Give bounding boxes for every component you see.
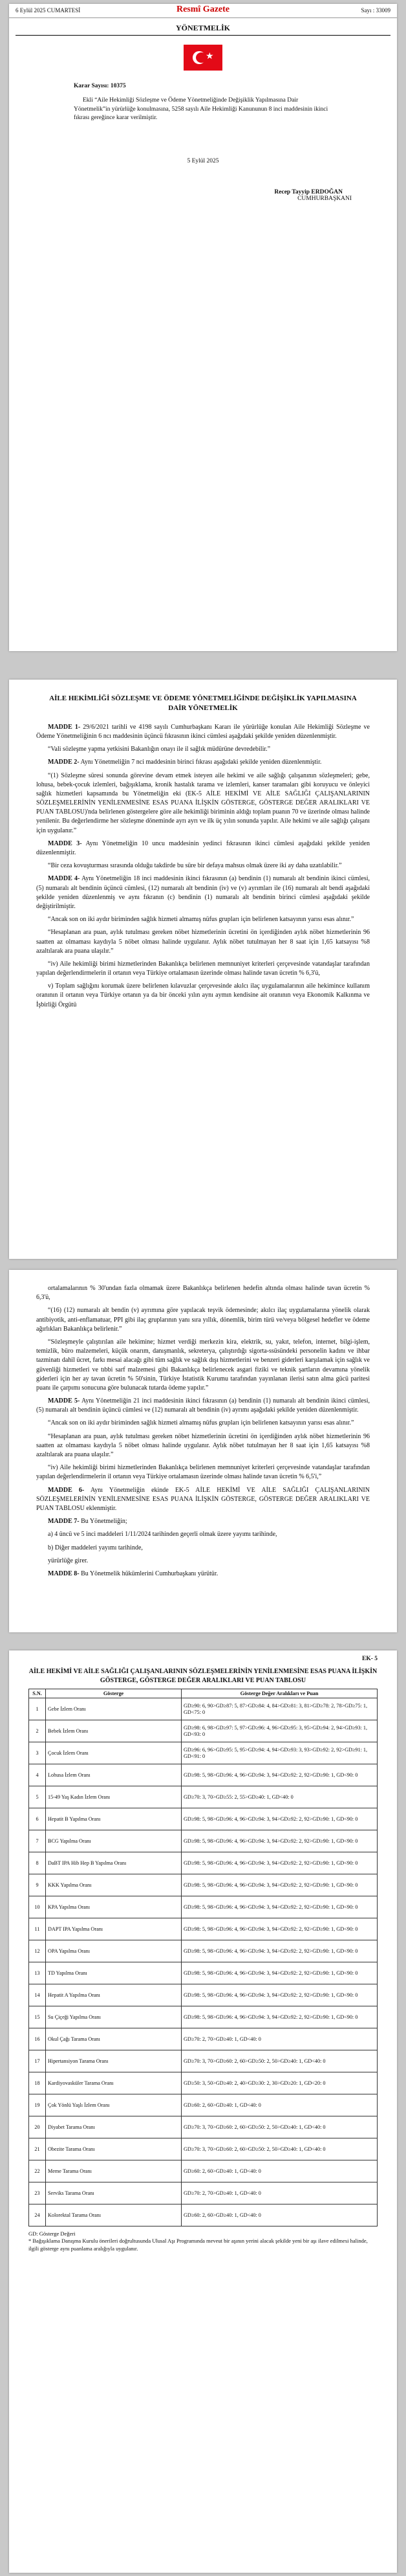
table-notes — [28, 2230, 378, 2252]
page-2 — [9, 680, 397, 1259]
decision-date: 5 Eylül 2025 — [187, 158, 219, 165]
indicator-scale: GD≥98: 5, 98>GD≥96: 4, 96>GD≥94: 3, 94>GD≥92: 2, 92>GD≥90: 1, GD<90: 0 — [182, 1808, 378, 1830]
paragraph-text: Aynı Yönetmeliğin 18 inci maddesinin ikinci fıkrasının (a) bendinin (1) numaralı alt bendinin ikinci cümlesi, (5) numaralı alt bendinin üçüncü cümlesi, (12) numaralı alt bendinin (iv) ve (v) ayrımları ile (16) numaralı alt bendi aşağıdaki şekilde yeniden düzenlenmiş ve aynı fıkranın (c) bendinin (1) numaralı alt bendinin birinci cümlesi aşağıdaki şekilde değiştirilmiştir. — [36, 875, 370, 910]
row-number: 5 — [29, 1786, 46, 1808]
row-number: 10 — [29, 1896, 46, 1918]
indicator-scale: GD≥70: 3, 70>GD≥55: 2, 55>GD≥40: 1, GD<40: 0 — [182, 1786, 378, 1808]
paragraph — [36, 1419, 370, 1428]
table-row — [29, 1720, 378, 1742]
paragraph-text: v) Toplam sağlığını korumak üzere belirlenen kılavuzlar çerçevesinde akılcı ilaç uygulamalarının aile hekimince kullanım oranının il ortanın veya Türkiye ortanın ya da bir önceki yılın aynı aymın kendisine ait oranının veya Ekonomik Kalkınma ve İşbirliği Örgütü — [36, 983, 370, 1008]
paragraph — [36, 1486, 370, 1514]
paragraph — [36, 915, 370, 924]
row-number: 8 — [29, 1852, 46, 1874]
paragraph — [36, 1530, 370, 1539]
indicator-scale: GD≥98: 5, 98>GD≥96: 4, 96>GD≥94: 3, 94>GD≥92: 2, 92>GD≥90: 1, GD<90: 0 — [182, 1896, 378, 1918]
table-row — [29, 2028, 378, 2050]
row-number: 23 — [29, 2182, 46, 2204]
indicator-scale: GD≥98: 5, 98>GD≥96: 4, 96>GD≥94: 3, 94>GD≥92: 2, 92>GD≥90: 1, GD<90: 0 — [182, 2006, 378, 2028]
indicator-scale: GD≥98: 5, 98>GD≥96: 4, 96>GD≥94: 3, 94>GD≥92: 2, 92>GD≥90: 1, GD<90: 0 — [182, 1852, 378, 1874]
paragraph-text: Bu Yönetmelik hükümlerini Cumhurbaşkanı yürütür. — [79, 1570, 219, 1577]
indicator-name: KKK Yapılma Oranı — [46, 1874, 182, 1896]
col-header: S.N. — [29, 1689, 46, 1698]
gazette-header — [9, 4, 397, 18]
indicator-scale: GD≥60: 2, 60>GD≥40: 1, GD<40: 0 — [182, 2204, 378, 2226]
table-row — [29, 1786, 378, 1808]
table-row — [29, 2072, 378, 2094]
indicator-scale: GD≥98: 5, 98>GD≥96: 4, 96>GD≥94: 3, 94>GD≥92: 2, 92>GD≥90: 1, GD<90: 0 — [182, 1830, 378, 1852]
article-number: MADDE 4- — [48, 875, 80, 883]
col-header: Gösterge — [46, 1689, 182, 1698]
indicator-scale: GD≥70: 3, 70>GD≥60: 2, 60>GD≥50: 2, 50>GD≥40: 1, GD<40: 0 — [182, 2050, 378, 2072]
paragraph — [36, 1570, 370, 1579]
indicator-name: Serviks Tarama Oranı — [46, 2182, 182, 2204]
indicator-scale: GD≥98: 6, 98>GD≥97: 5, 97>GD≥96: 4, 96>GD≥95: 3, 95>GD≥94: 2, 94>GD≥93: 1, GD<93: 0 — [182, 1720, 378, 1742]
indicator-scale: GD≥60: 2, 60>GD≥40: 1, GD<40: 0 — [182, 2094, 378, 2116]
indicator-name: Çocuk İzlem Oranı — [46, 1742, 182, 1764]
signer-title: CUMHURBAŞKANI — [297, 195, 352, 203]
table-row — [29, 1874, 378, 1896]
article-number: MADDE 7- — [48, 1518, 80, 1526]
indicator-scale: GD≥50: 3, 50>GD≥40: 2, 40>GD≥30: 2, 30>GD≥20: 1, GD<20: 0 — [182, 2072, 378, 2094]
indicator-scale: GD≥98: 5, 98>GD≥96: 4, 96>GD≥94: 3, 94>GD≥92: 2, 92>GD≥90: 1, GD<90: 0 — [182, 1764, 378, 1786]
gazette-title: Resmî Gazete — [176, 5, 230, 14]
row-number: 11 — [29, 1918, 46, 1940]
indicator-name: Hepatit B Yapılma Oranı — [46, 1808, 182, 1830]
indicator-scale: GD≥70: 3, 70>GD≥60: 2, 60>GD≥50: 2, 50>GD≥40: 1, GD<40: 0 — [182, 2116, 378, 2138]
indicator-name: Kolorektal Tarama Oranı — [46, 2204, 182, 2226]
row-number: 12 — [29, 1940, 46, 1962]
paragraph-text: “(16) (12) numaralı alt bendin (v) ayrımına göre yapılacak teşvik ödemesinde; akılcı ilaç uygulamalarına yönelik olarak antibiyotik, anti-enflamatuar, PPI gibi ilaç gruplarının yanı sıra yıllık, dönemlik, birim türü ve/veya bölgesel hedefler ve ödeme ağırlıkları Bakanlıkça belirlenir.” — [36, 1307, 370, 1333]
table-row — [29, 1742, 378, 1764]
regulation-body-1 — [36, 723, 370, 1010]
row-number: 6 — [29, 1808, 46, 1830]
row-number: 17 — [29, 2050, 46, 2072]
table-row — [29, 2182, 378, 2204]
table-row — [29, 1830, 378, 1852]
article-number: MADDE 2- — [48, 759, 80, 766]
paragraph — [36, 928, 370, 956]
paragraph — [36, 1517, 370, 1526]
paragraph-text: ortalamalarının % 30'undan fazla olmamak üzere Bakanlıkça belirlenen hedefin altında olması halinde tavan ücretin % 6,3'ü, — [36, 1285, 370, 1302]
indicator-name: KPA Yapılma Oranı — [46, 1896, 182, 1918]
row-number: 9 — [29, 1874, 46, 1896]
table-row — [29, 1984, 378, 2006]
row-number: 14 — [29, 1984, 46, 2006]
row-number: 21 — [29, 2138, 46, 2160]
paragraph — [36, 1432, 370, 1460]
decision-text: Ekli “Aile Hekimliği Sözleşme ve Ödeme Yönetmeliğinde Değişiklik Yapılmasına Dair Yönetmelik”in yürürlüğe konulmasına, 5258 sayılı Aile Hekimliği Kanununun 8 inci maddesinin ikinci fıkrası gereğince karar verilmiştir. — [74, 96, 328, 122]
indicator-scale: GD≥98: 5, 98>GD≥96: 4, 96>GD≥94: 3, 94>GD≥92: 2, 92>GD≥90: 1, GD<90: 0 — [182, 1984, 378, 2006]
article-number: MADDE 1- — [48, 723, 81, 731]
indicator-name: Obezite Tarama Oranı — [46, 2138, 182, 2160]
col-header: Gösterge Değer Aralıkları ve Puan — [182, 1689, 378, 1698]
table-row — [29, 2006, 378, 2028]
indicator-name: Hipertansiyon Tarama Oranı — [46, 2050, 182, 2072]
paragraph-text: “iv) Aile hekimliği birimi hizmetlerinden Bakanlıkça belirlenen memnuniyet kriterleri çerçevesinde vatandaşlar tarafından yapılan değerlendirmelerin il ortanın veya Türkiye ortalamasın üzerinde olması halinde tavan ücretin % 6,5'i,” — [36, 1464, 370, 1481]
paragraph — [36, 1284, 370, 1302]
indicator-name: 15-49 Yaş Kadın İzlem Oranı — [46, 1786, 182, 1808]
row-number: 13 — [29, 1962, 46, 1984]
indicator-scale: GD≥98: 5, 98>GD≥96: 4, 96>GD≥94: 3, 94>GD≥92: 2, 92>GD≥90: 1, GD<90: 0 — [182, 1962, 378, 1984]
paragraph — [36, 758, 370, 767]
paragraph-text: Aynı Yönetmeliğin 21 inci maddesinin ikinci fıkrasının (a) bendinin (1) numaralı alt bendinin ikinci cümlesi, (5) numaralı alt bendinin üçüncü cümlesi ve (12) numaralı alt bendinin (iv) ayrımı aşağıdaki şekilde yeniden düzenlenmiştir. — [36, 1397, 370, 1414]
row-number: 7 — [29, 1830, 46, 1852]
indicator-name: Çok Yönlü Yaşlı İzlem Oranı — [46, 2094, 182, 2116]
paragraph — [36, 1544, 370, 1553]
table-row — [29, 1940, 378, 1962]
indicator-name: BCG Yapılma Oranı — [46, 1830, 182, 1852]
header-issue: Sayı : 33009 — [361, 7, 390, 14]
paragraph-text: 29/6/2021 tarihli ve 4198 sayılı Cumhurbaşkanı Kararı ile yürürlüğe konulan Aile Hekimliği Sözleşme ve Ödeme Yönetmeliğinin 6 ncı maddesinin üçüncü fıkrasının ikinci cümlesi aşağıdaki şekilde yeniden düzenlenmiştir. — [36, 723, 370, 740]
indicator-scale: GD≥98: 5, 98>GD≥96: 4, 96>GD≥94: 3, 94>GD≥92: 2, 92>GD≥90: 1, GD<90: 0 — [182, 1940, 378, 1962]
signer-name: Recep Tayyip ERDOĞAN — [274, 189, 343, 196]
table-row — [29, 1962, 378, 1984]
turkish-flag-icon: ★ — [184, 45, 222, 71]
row-number: 1 — [29, 1698, 46, 1720]
indicator-scale: GD≥70: 2, 70>GD≥40: 1, GD<40: 0 — [182, 2182, 378, 2204]
indicator-name: Gebe İzlem Oranı — [46, 1698, 182, 1720]
paragraph — [36, 1338, 370, 1393]
indicator-scale: GD≥98: 5, 98>GD≥96: 4, 96>GD≥94: 3, 94>GD≥92: 2, 92>GD≥90: 1, GD<90: 0 — [182, 1874, 378, 1896]
table-row — [29, 1698, 378, 1720]
row-number: 22 — [29, 2160, 46, 2182]
row-number: 2 — [29, 1720, 46, 1742]
page-3 — [9, 1270, 397, 1632]
paragraph — [36, 723, 370, 741]
row-number: 18 — [29, 2072, 46, 2094]
row-number: 3 — [29, 1742, 46, 1764]
paragraph-text: Aynı Yönetmeliğin 10 uncu maddesinin yedinci fıkrasının ikinci cümlesi aşağıdaki şekilde yeniden düzenlenmiştir. — [36, 839, 370, 857]
note-line: * Bağışıklama Danışma Kurulu önerileri doğrultusunda Ulusal Aşı Programında meveut bir aşının yerini alacak şekilde yeni bir aşı ilave edilmesi halinde, ilgili gösterge aynı puanlama aralığıyla uygulanır. — [28, 2237, 368, 2252]
decision-number: Karar Sayısı: 10375 — [74, 83, 126, 89]
indicator-scale: GD≥70: 2, 70>GD≥40: 1, GD<40: 0 — [182, 2028, 378, 2050]
indicator-name: TD Yapılma Oranı — [46, 1962, 182, 1984]
article-number: MADDE 8- — [48, 1570, 80, 1577]
table-row — [29, 2204, 378, 2226]
paragraph-text: “Hesaplanan ara puan, aylık tutulması gereken nöbet hizmetlerinin ücretini ön içerdiğinden aylık nöbet hizmetlerinin 96 saatten az olmaması kaydıyla 5 nöbet olması halinde uygulanır. Aylık nöbet tutulmayan her 8 saat için 1,65 katsayısı %8 azaltılarak ara puana ulaşılır.” — [36, 1432, 370, 1458]
header-date: 6 Eylül 2025 CUMARTESİ — [16, 7, 81, 14]
table-row — [29, 2050, 378, 2072]
paragraph-text: “Sözleşmeyle çalıştırılan aile hekimine; hizmet verdiği merkezin kira, elektrik, su, yakıt, telefon, internet, bilgi-işlem, temizlik, büro malzemeleri, küçük onarım, danışmanlık, sekreterya, çalıştırdığı sigorta-ssüsündeki personelin kadını ve ihbar tazminatı dahil ücret, farkı mesai alacağı gibi tüm sağlık ve sağlık dışı hizmetlerini ve benzeri giderleri karşılamak için sağlık ve güvenliği hizmetleri ve tıbbi sarf malzemesi gibi Bakanlıkça belirlenecek asgari fiziki ve teknik şartların devamına yönelik giderleri için her ay tavan ücretin % 50'sinin, Türkiye İstatistik Kurumu tarafından yayınlanan ilerisi satın alma gücü paritesi puanı ile çarpımı sonucuna göre bulunacak tutarda ödeme yapılır.” — [36, 1338, 370, 1392]
paragraph-text: yürürlüğe girer. — [48, 1557, 89, 1564]
annex-number: EK- 5 — [361, 1656, 378, 1662]
table-row — [29, 1896, 378, 1918]
indicator-scale: GD≥90: 6, 90>GD≥87: 5, 87>GD≥84: 4, 84>GD≥81: 3, 81>GD≥78: 2, 78>GD≥75: 1, GD<75: 0 — [182, 1698, 378, 1720]
indicator-name: Bebek İzlem Oranı — [46, 1720, 182, 1742]
page-1 — [9, 4, 397, 651]
table-row — [29, 2094, 378, 2116]
paragraph — [36, 1463, 370, 1482]
article-number: MADDE 5- — [48, 1397, 80, 1405]
paragraph-text: “Bir ceza kovuşturması sırasında olduğu takdirde bu süre bir defaya mahsus olmak üzere iki ay daha uzatılabilir.” — [48, 862, 342, 870]
paragraph-text: Aynı Yönetmeliğin ekinde EK-5 AİLE HEKİMİ VE AİLE SAĞLIĞI ÇALIŞANLARININ SÖZLEŞMELERİNİN YENİLENMESİNE ESAS PUANA İLİŞKİN GÖSTERGE, GÖSTERGE DEĞER ARALIKLARI VE PUAN TABLOSU eklenmiştir. — [36, 1486, 370, 1512]
annex-title: AİLE HEKİMİ VE AİLE SAĞLIĞI ÇALIŞANLARININ SÖZLEŞMELERİNİN YENİLENMESİNE ESAS PUANA İLİŞKİN GÖSTERGE, GÖSTERGE DEĞER ARALIKLARI VE PUAN TABLOSU — [28, 1668, 378, 1684]
table-row — [29, 2160, 378, 2182]
table-row — [29, 1764, 378, 1786]
paragraph — [36, 982, 370, 1010]
row-number: 20 — [29, 2116, 46, 2138]
paragraph-text: Bu Yönetmeliğin; — [79, 1518, 127, 1526]
paragraph-text: Aynı Yönetmeliğin 7 nci maddesinin birinci fıkrası aşağıdaki şekilde yeniden düzenlenmiştir. — [79, 759, 322, 766]
table-row — [29, 1852, 378, 1874]
paragraph-text: “Ancak son on iki aydır biriminden sağlık hizmeti almamış nüfus grupları için belirlenen katsayının yarısı esas alınır.” — [48, 916, 354, 924]
paragraph-text: “Vali sözleşme yapma yetkisini Bakanlığın onayı ile il sağlık müdürüne devredebilir.” — [48, 746, 271, 753]
row-number: 4 — [29, 1764, 46, 1786]
paragraph — [36, 839, 370, 858]
table-row — [29, 1918, 378, 1940]
indicator-scale: GD≥60: 2, 60>GD≥40: 1, GD<40: 0 — [182, 2160, 378, 2182]
article-number: MADDE 3- — [48, 839, 82, 847]
table-row — [29, 2116, 378, 2138]
indicator-name: Lohusa İzlem Oranı — [46, 1764, 182, 1786]
section-rule — [16, 35, 390, 36]
signature-block — [9, 189, 352, 202]
paragraph — [36, 861, 370, 871]
paragraph-text: b) Diğer maddeleri yayımı tarihinde, — [48, 1544, 143, 1551]
indicator-name: Diyabet Tarama Oranı — [46, 2116, 182, 2138]
regulation-title: AİLE HEKİMLİĞİ SÖZLEŞME VE ÖDEME YÖNETMELİĞİNDE DEĞİŞİKLİK YAPILMASINA DAİR YÖNETMELİK — [49, 694, 357, 713]
indicator-table — [28, 1689, 378, 2226]
paragraph — [36, 1397, 370, 1415]
paragraph-text: “iv) Aile hekimliği birimi hizmetlerinden Bakanlıkça belirlenen memnuniyet kriterleri çerçevesinde vatandaşlar tarafından yapılan değerlendirmelerin il ortanın veya Türkiye ortalamasın üzerinde olması halinde tavan ücretin % 6,3'ü, — [36, 960, 370, 977]
indicator-name: Kardiyovasküler Tarama Oranı — [46, 2072, 182, 2094]
row-number: 24 — [29, 2204, 46, 2226]
indicator-name: Hepatit A Yapılma Oranı — [46, 1984, 182, 2006]
indicator-name: DaBT IPA Hib Hep B Yapılma Oranı — [46, 1852, 182, 1874]
section-title: YÖNETMELİK — [175, 23, 230, 32]
row-number: 19 — [29, 2094, 46, 2116]
paragraph — [36, 745, 370, 754]
indicator-scale: GD≥70: 3, 70>GD≥60: 2, 60>GD≥50: 2, 50>GD≥40: 1, GD<40: 0 — [182, 2138, 378, 2160]
paragraph-text: “Ancak son on iki aydır biriminden sağlık hizmeti almamış nüfus grupları için belirlenen katsayının yarısı esas alınır.” — [48, 1419, 354, 1427]
paragraph — [36, 874, 370, 911]
indicator-name: Meme Tarama Oranı — [46, 2160, 182, 2182]
paragraph — [36, 960, 370, 978]
paragraph — [36, 1306, 370, 1334]
paragraph — [36, 1557, 370, 1566]
indicator-name: Okul Çağı Tarama Oranı — [46, 2028, 182, 2050]
page-4 — [9, 1650, 397, 2573]
table-row — [29, 2138, 378, 2160]
article-number: MADDE 6- — [48, 1486, 85, 1494]
regulation-body-2 — [36, 1284, 370, 1579]
row-number: 15 — [29, 2006, 46, 2028]
note-line: GD: Gösterge Değeri — [28, 2230, 76, 2237]
table-row — [29, 1808, 378, 1830]
indicator-name: DAPT IPA Yapılma Oranı — [46, 1918, 182, 1940]
paragraph-text: a) 4 üncü ve 5 inci maddeleri 1/11/2024 tarihinden geçerli olmak üzere yayımı tarihinde, — [48, 1531, 277, 1538]
row-number: 16 — [29, 2028, 46, 2050]
paragraph-text: “(1) Sözleşme süresi sonunda görevine devam etmek isteyen aile hekimi ve aile sağlığı çalışanının sözleşmeleri; gebe, lohusa, bebek-çocuk izlemleri, bağışıklama, kronik hastalık tarama ve izlemleri, kanser taramaları gibi koruyucu ve önleyici sağlık hizmetleri kapsamında bu Yönetmeliğin eki (EK-5 AİLE HEKİMİ VE AİLE SAĞLIĞI ÇALIŞANLARININ SÖZLEŞMELERİNİN YENİLENMESİNE ESAS PUANA İLİŞKİN GÖSTERGE, GÖSTERGE DEĞER ARALIKLARI VE PUAN TABLOSU)'nda belirlenen göstergelere göre aile hekimliği biriminin aldığı toplam puanın 70 ve üzerinde olması halinde yenilenir. Bu değerlendirme her sözleşme döneminde ayrı ayrı ve ilk üç yılın sonunda yapılır. Aile hekimi ve aile sağlığı çalışanı için uygulanır.” — [36, 772, 370, 834]
indicator-name: OPA Yapılma Oranı — [46, 1940, 182, 1962]
indicator-scale: GD≥98: 5, 98>GD≥96: 4, 96>GD≥94: 3, 94>GD≥92: 2, 92>GD≥90: 1, GD<90: 0 — [182, 1918, 378, 1940]
paragraph — [36, 772, 370, 836]
indicator-scale: GD≥96: 6, 96>GD≥95: 5, 95>GD≥94: 4, 94>GD≥93: 3, 93>GD≥92: 2, 92>GD≥91: 1, GD<91: 0 — [182, 1742, 378, 1764]
paragraph-text: “Hesaplanan ara puan, aylık tutulması gereken nöbet hizmetlerinin ücretini ön içerdiğinden aylık nöbet hizmetlerinin 96 saatten az olmaması kaydıyla 5 nöbet olması halinde uygulanır. Aylık nöbet tutulmayan her 8 saat için 1,65 katsayısı %8 azaltılarak ara puana ulaşılır.” — [36, 929, 370, 955]
indicator-name: Su Çiçeği Yapılma Oranı — [46, 2006, 182, 2028]
